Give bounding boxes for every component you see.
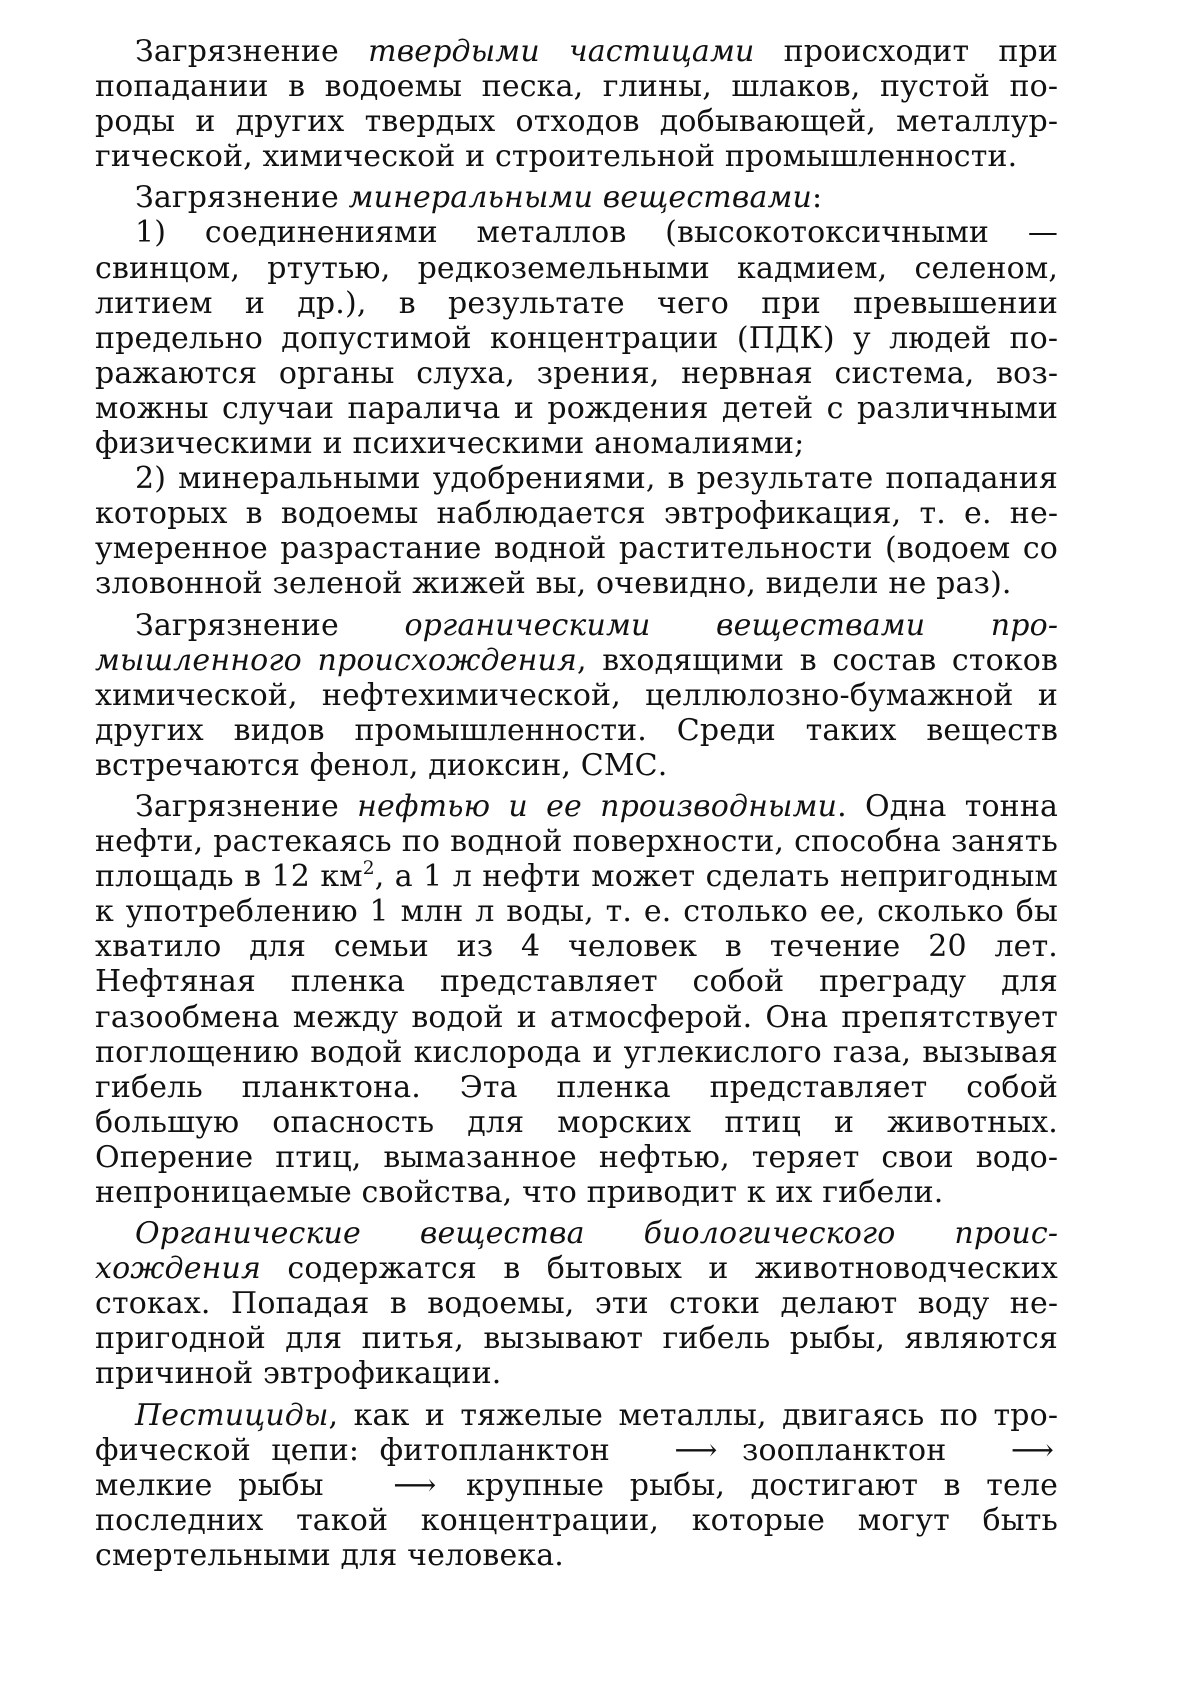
paragraph-oil <box>95 789 1058 1210</box>
italic-term: органическими веществами промышленного происхождения <box>95 607 1058 678</box>
italic-term: твердыми частицами <box>368 34 755 69</box>
italic-term: Пестициды <box>135 1397 329 1433</box>
document-page <box>95 34 1058 1579</box>
paragraph-text: зоопланктон <box>741 1432 947 1468</box>
paragraph-text: : <box>812 180 823 216</box>
list-item-fertilizers <box>95 461 1058 601</box>
paragraph-text: , а 1 л нефти может сделать непригодным к употреблению 1 млн л воды, т. е. столько ее, сколько бы хватило для семьи из 4 человек в течение 20 лет. Нефтяная пленка представляет собой преграду для газообмена между водой и атмосферой. Она препятствует поглощению водой кислорода и углекислого газа, вызывая гибель планктона. Эта пленка представляет собой большую опасность для морских птиц и животных. Оперение птиц, вымазанное нефтью, теряет свои водонепроницаемые свойства, что приводит к их гибели. <box>95 859 1059 1210</box>
italic-term: Органические вещества биологического происхождения <box>95 1216 1058 1287</box>
paragraph-pesticides <box>95 1398 1058 1573</box>
paragraph-biological-organics <box>95 1216 1058 1391</box>
paragraph-text: содержатся в бытовых и животноводческих стоках. Попадая в водоемы, эти стоки делают воду непригодной для питья, вызывают гибель рыбы, являются причиной эвтрофикации. <box>95 1251 1058 1392</box>
arrow-icon: ⟶ <box>1010 1432 1055 1468</box>
arrow-icon: ⟶ <box>393 1467 437 1503</box>
paragraph-text: крупные рыбы, достигают в теле последних такой концентрации, которые могут быть смертельными для человека. <box>95 1467 1059 1573</box>
superscript: 2 <box>362 858 375 880</box>
italic-term: нефтью и ее производными <box>357 788 838 824</box>
paragraph-text: . Одна тонна нефти, растекаясь по водной поверхности, способна занять площадь в 12 км <box>95 788 1059 895</box>
paragraph-lead: Загрязнение <box>135 34 369 69</box>
paragraph-industrial-organics <box>95 608 1058 783</box>
arrow-icon: ⟶ <box>674 1432 718 1468</box>
paragraph-text: происходит при попадании в водоемы песка, глины, шлаков, пустой породы и других твердых отходов добывающей, металлургической, химической и строительной промышленности. <box>95 34 1058 175</box>
italic-term: минеральными веществами <box>348 180 813 216</box>
paragraph-mineral-substances <box>95 180 1058 215</box>
paragraph-lead: Загрязнение <box>135 180 349 216</box>
list-item-metals <box>95 215 1058 461</box>
paragraph-text: , как и тяжелые металлы, двигаясь по трофической цепи: фитопланктон <box>95 1397 1058 1468</box>
paragraph-text: 2) минеральными удобрениями, в результате попадания которых в водоемы наблюдается эвтрофикация, т. е. неумеренное разрастание водной растительности (водоем со зловонной зеленой жижей вы, очевидно, видели не раз). <box>95 461 1058 602</box>
paragraph-lead: Загрязнение <box>135 607 405 643</box>
paragraph-text: , входящими в состав стоков химической, нефтехимической, целлюлозно-бумажной и других видов промышленности. Среди таких веществ встречаются фенол, диоксин, СМС. <box>95 642 1058 783</box>
paragraph-lead: Загрязнение <box>135 788 358 824</box>
paragraph-solid-particles <box>95 34 1058 174</box>
paragraph-text: мелкие рыбы <box>95 1467 324 1503</box>
paragraph-text: 1) соединениями металлов (высокотоксичными — свинцом, ртутью, редкоземельными кадмием, селеном, литием и др.), в результате чего при превышении предельно допустимой концентрации (ПДК) у людей поражаются органы слуха, зрения, нервная система, возможны случаи паралича и рождения детей с различными физическими и психическими аномалиями; <box>95 215 1058 462</box>
